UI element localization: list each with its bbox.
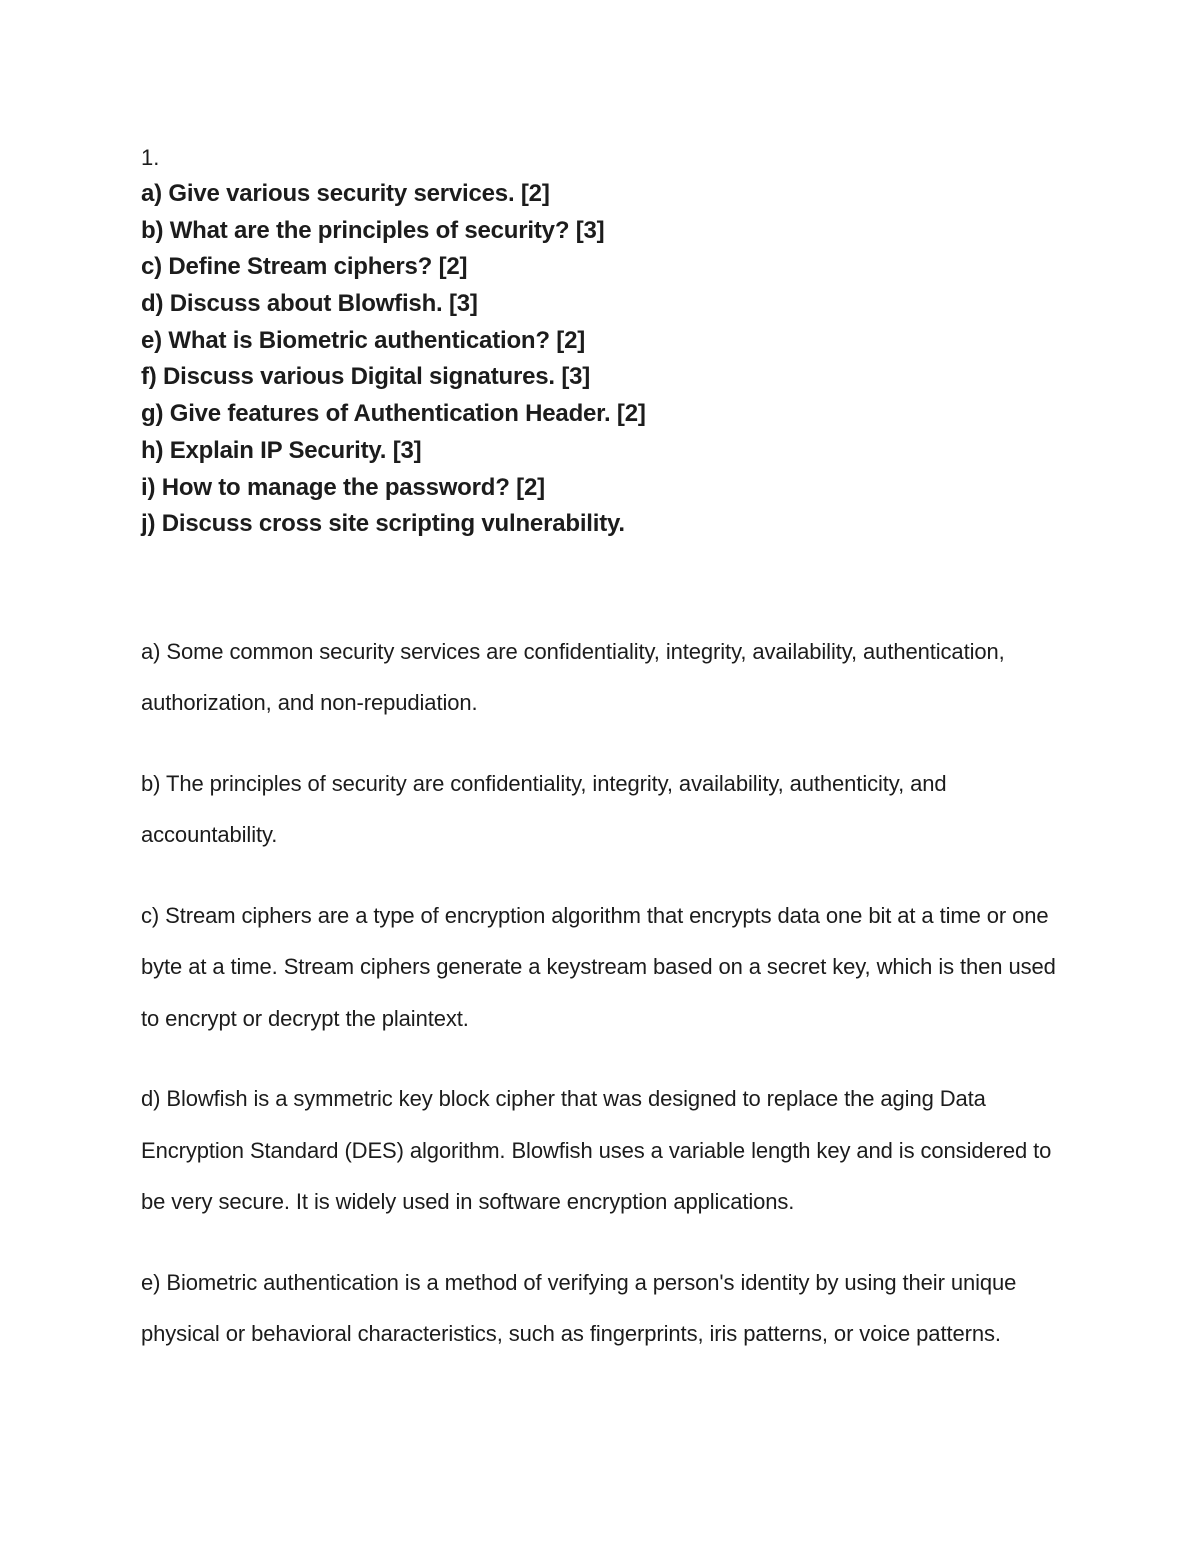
answer-paragraph-e: e) Biometric authentication is a method of verifying a person's identity by using their unique physical or behavioral characteristics, such as fingerprints, iris patterns, or voice patterns. [141, 1269, 1017, 1347]
answer-paragraph-b: b) The principles of security are confidentiality, integrity, availability, authenticity, and accountability. [141, 770, 947, 848]
question-item-i: i) How to manage the password? [2] [141, 473, 545, 501]
answer-section [141, 626, 1081, 1360]
question-item-h: h) Explain IP Security. [3] [141, 436, 422, 464]
document-page [141, 140, 1081, 1389]
question-item-e: e) What is Biometric authentication? [2] [141, 326, 586, 354]
answer-paragraph-d: d) Blowfish is a symmetric key block cipher that was designed to replace the aging Data Encryption Standard (DES) algorithm. Blowfish uses a variable length key and is considered to be very secure. It is widely used in software encryption applications. [141, 1086, 1052, 1215]
question-item-a: a) Give various security services. [2] [141, 180, 550, 207]
question-item-g: g) Give features of Authentication Header. [2] [141, 400, 646, 428]
answer-paragraph-c: c) Stream ciphers are a type of encryption algorithm that encrypts data one bit at a time or one byte at a time. Stream ciphers generate a keystream based on a secret key, which is then used to encrypt or decrypt the plaintext. [141, 902, 1056, 1031]
answer-paragraph-a: a) Some common security services are confidentiality, integrity, availability, authentication, authorization, and non-repudiation. [141, 638, 1005, 716]
question-item-b: b) What are the principles of security? [3] [141, 216, 605, 244]
question-item-j: j) Discuss cross site scripting vulnerability. [141, 510, 625, 538]
question-item-f: f) Discuss various Digital signatures. [3] [141, 363, 591, 391]
question-number: 1. [141, 145, 160, 170]
question-item-d: d) Discuss about Blowfish. [3] [141, 290, 478, 318]
question-item-c: c) Define Stream ciphers? [2] [141, 253, 468, 281]
question-list [141, 176, 1081, 543]
